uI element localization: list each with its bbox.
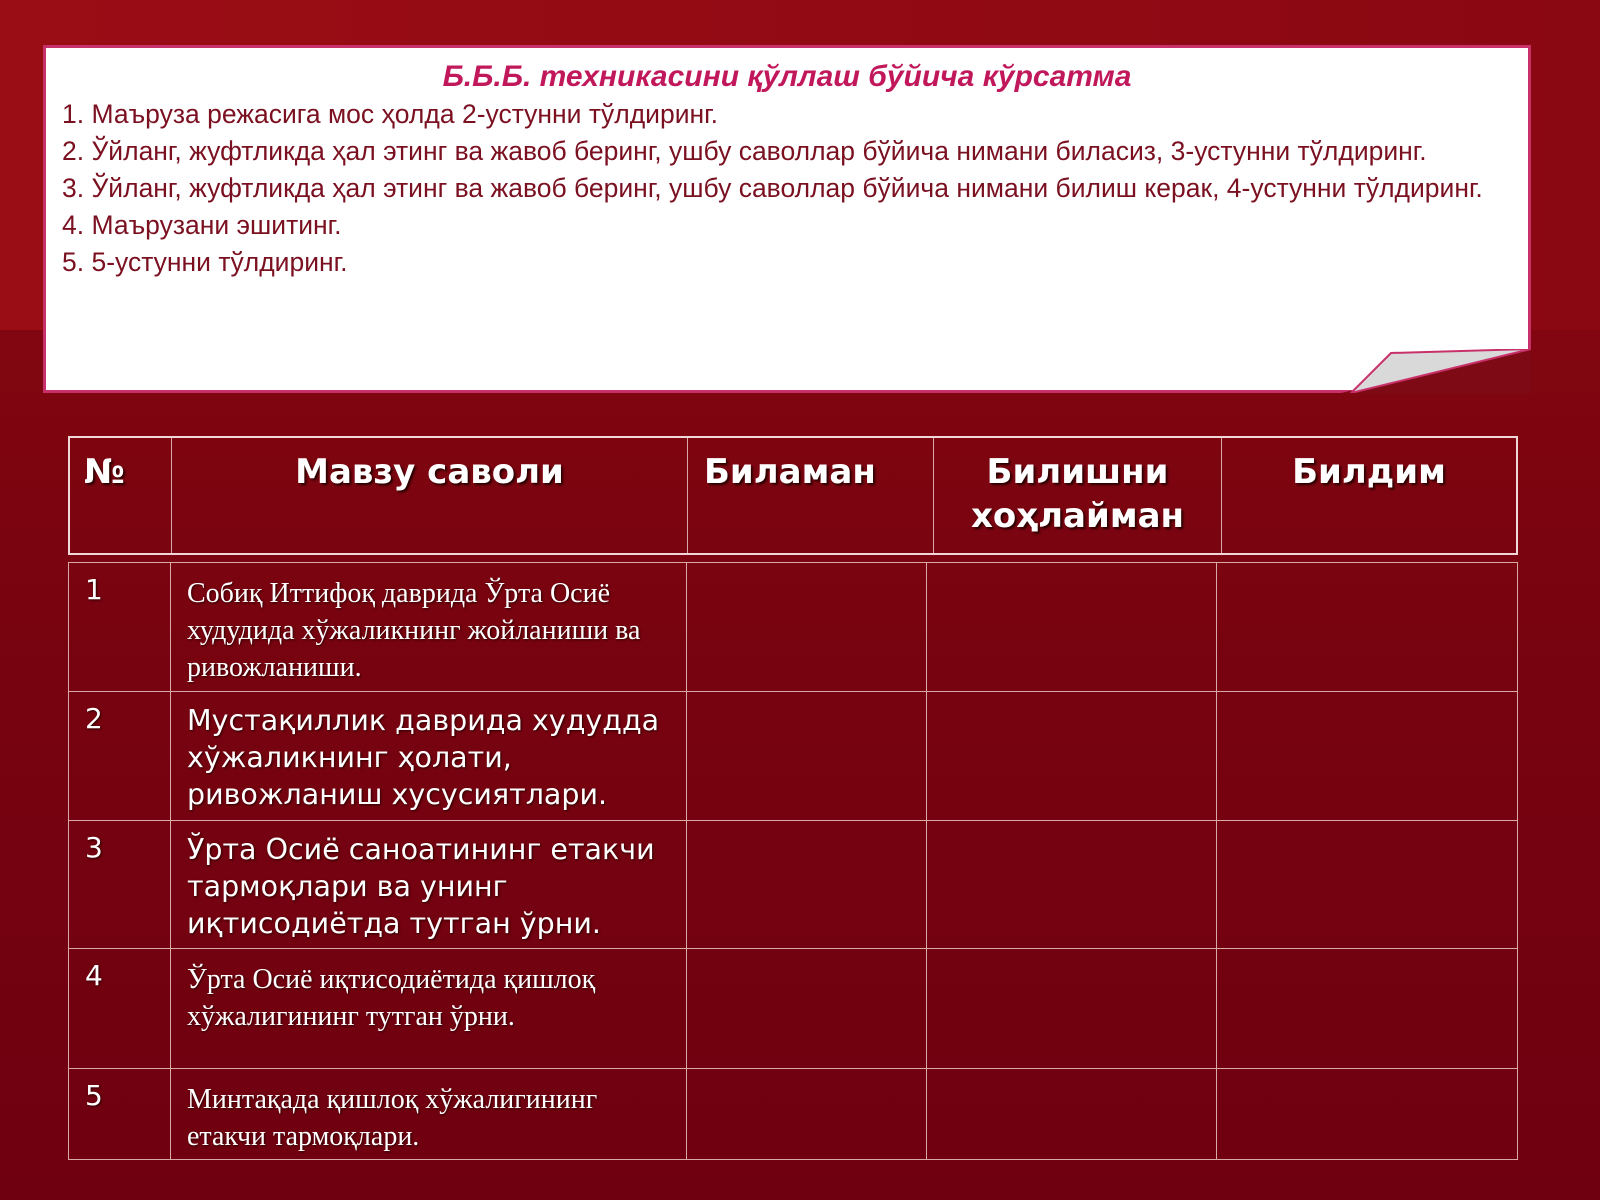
know-cell xyxy=(686,821,926,948)
learned-cell xyxy=(1216,563,1517,691)
know-cell xyxy=(686,1069,926,1159)
learned-cell xyxy=(1216,949,1517,1068)
page-curl-icon xyxy=(1341,349,1531,393)
header-topic-question: Мавзу саволи xyxy=(171,438,687,553)
learned-cell xyxy=(1216,821,1517,948)
row-question: Мустақиллик даврида худудда хўжаликнинг ҳолати, ривожланиш хусусиятлари. xyxy=(170,692,686,820)
row-number: 1 xyxy=(85,573,103,606)
row-number: 2 xyxy=(85,702,103,735)
learned-cell xyxy=(1216,692,1517,820)
questions-table xyxy=(68,562,1518,1160)
row-question: Ўрта Осиё саноатининг етакчи тармоқлари ва унинг иқтисодиётда тутган ўрни. xyxy=(170,821,686,948)
table-row xyxy=(69,563,1517,691)
table-header xyxy=(68,436,1518,555)
note-step-4: 4. Маърузани эшитинг. xyxy=(62,210,342,240)
row-number: 3 xyxy=(85,831,103,864)
want-to-know-cell xyxy=(926,563,1216,691)
row-number: 5 xyxy=(85,1079,103,1112)
row-question: Собиқ Иттифоқ даврида Ўрта Осиё худудида хўжаликнинг жойланиши ва ривожланиши. xyxy=(170,563,686,691)
know-cell xyxy=(686,949,926,1068)
row-question: Минтақада қишлоқ хўжалигининг етакчи тармоқлари. xyxy=(170,1069,686,1159)
know-cell xyxy=(686,563,926,691)
note-step-2: 2. Ўйланг, жуфтликда ҳал этинг ва жавоб беринг, ушбу саволлар бўйича нимани биласиз, 3-устунни тўлдиринг. xyxy=(62,136,1427,166)
header-number: № xyxy=(84,452,125,492)
want-to-know-cell xyxy=(926,821,1216,948)
learned-cell xyxy=(1216,1069,1517,1159)
header-learned: Билдим xyxy=(1221,438,1516,553)
table-row xyxy=(69,1068,1517,1159)
note-title: Б.Б.Б. техникасини қўллаш бўйича кўрсатма xyxy=(442,60,1132,93)
table-row xyxy=(69,948,1517,1068)
note-step-3: 3. Ўйланг, жуфтликда ҳал этинг ва жавоб беринг, ушбу саволлар бўйича нимани билиш керак, 4-устунни тўлдиринг. xyxy=(62,173,1483,203)
table-row xyxy=(69,820,1517,948)
row-question: Ўрта Осиё иқтисодиётида қишлоқ хўжалигининг тутган ўрни. xyxy=(170,949,686,1068)
want-to-know-cell xyxy=(926,692,1216,820)
instruction-note xyxy=(43,45,1531,393)
want-to-know-cell xyxy=(926,1069,1216,1159)
note-step-5: 5. 5-устунни тўлдиринг. xyxy=(62,247,348,277)
row-number: 4 xyxy=(85,959,103,992)
header-want-to-know: Билишни хоҳлайман xyxy=(933,438,1221,553)
want-to-know-cell xyxy=(926,949,1216,1068)
header-know: Биламан xyxy=(687,438,933,553)
table-row xyxy=(69,691,1517,820)
note-step-1: 1. Маъруза режасига мос ҳолда 2-устунни тўлдиринг. xyxy=(62,99,718,129)
know-cell xyxy=(686,692,926,820)
